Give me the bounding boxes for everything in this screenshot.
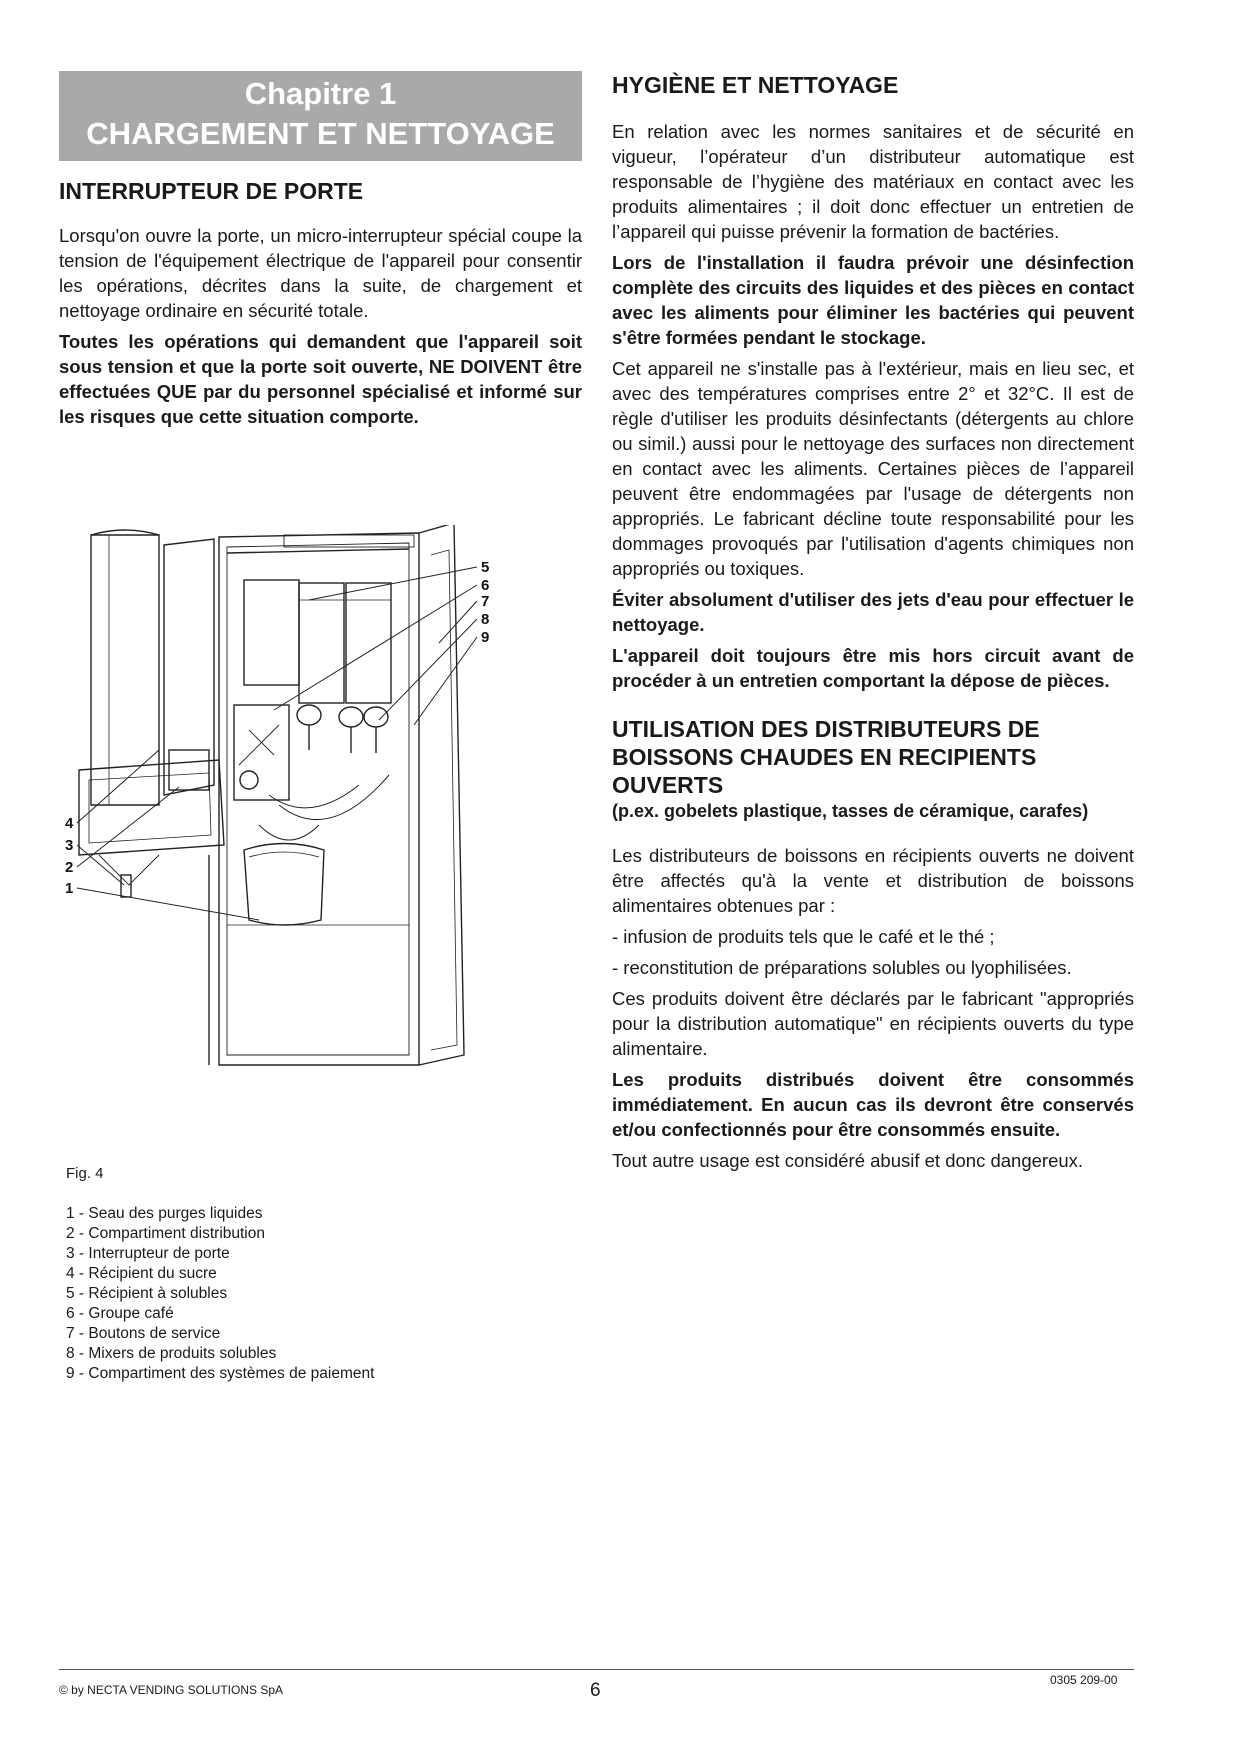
paragraph: Tout autre usage est considéré abusif et donc dangereux. (612, 1150, 1084, 1171)
section-heading-hot-drinks: UTILISATION DES DISTRIBUTEURS DE BOISSONS CHAUDES EN RECIPIENTS OUVERTS (612, 716, 1040, 798)
chapter-title: CHARGEMENT ET NETTOYAGE (86, 116, 555, 151)
paragraph-bold: L'appareil doit toujours être mis hors circuit avant de procéder à un entretien comportant la dépose de pièces. (612, 645, 1134, 691)
paragraph: Ces produits doivent être déclarés par le fabricant "appropriés pour la distribution automatique" en récipients ouverts du type alimentaire. (612, 988, 1134, 1059)
section-heading-door-switch: INTERRUPTEUR DE PORTE (59, 178, 364, 204)
callout-label: 4 (65, 815, 74, 832)
cabinet-outline (219, 533, 419, 1065)
legend-item: 4 - Récipient du sucre (66, 1265, 217, 1282)
chapter-number: Chapitre 1 (244, 76, 397, 111)
paragraph: Lorsqu'on ouvre la porte, un micro-interrupteur spécial coupe la tension de l'équipement électrique de l'appareil pour consentir les opérations, décrites dans la suite, de chargement et nettoyage ordinaire en sécurité totale. (59, 225, 582, 321)
callout-label: 6 (481, 577, 490, 594)
paragraph: Les distributeurs de boissons en récipients ouverts ne doivent être affectés qu'à la vente et distribution de boissons alimentaires obtenues par : (612, 845, 1134, 916)
machine-diagram-figure (59, 525, 574, 1127)
legend-item: 7 - Boutons de service (66, 1325, 221, 1342)
waste-bucket (244, 844, 324, 926)
callout-label: 3 (65, 837, 74, 854)
footer-divider (59, 1669, 1134, 1670)
paragraph-bold: Lors de l'installation il faudra prévoir une désinfection complète des circuits des liquides et des pièces en contact avec les aliments pour éliminer les bactéries qui peuvent s'être formées pendant le stockage. (612, 252, 1134, 348)
paragraph: - infusion de produits tels que le café et le thé ; (612, 926, 995, 947)
right-column (612, 71, 1134, 1179)
figure-caption: Fig. 4 (66, 1165, 104, 1182)
left-column (59, 71, 582, 435)
paragraph: En relation avec les normes sanitaires et de sécurité en vigueur, l’opérateur d’un distributeur automatique est responsable de l’hygiène des matériaux en contact avec les produits alimentaires ; il doit donc effectuer un entretien de l’appareil qui puisse prévenir la formation de bactéries. (612, 121, 1134, 242)
figure-legend (66, 1204, 374, 1384)
paragraph-warning: Toutes les opérations qui demandent que l'appareil soit sous tension et que la porte soit ouverte, NE DOIVENT être effectuées QUE par du personnel spécialisé et informé sur les risques que cette situation comporte. (59, 331, 582, 427)
document-code: 0305 209-00 (1050, 1673, 1118, 1687)
page-number: 6 (590, 1680, 601, 1701)
callout-label: 9 (481, 629, 490, 646)
legend-item: 5 - Récipient à solubles (66, 1285, 228, 1302)
callout-label: 8 (481, 611, 490, 628)
footer-copyright: © by NECTA VENDING SOLUTIONS SpA (59, 1683, 284, 1697)
paragraph-bold: Les produits distribués doivent être consommés immédiatement. En aucun cas ils devront être conservés et/ou confectionnés pour être consommés ensuite. (612, 1069, 1134, 1140)
paragraph-bold: Éviter absolument d'utiliser des jets d'eau pour effectuer le nettoyage. (612, 589, 1134, 635)
legend-item: 6 - Groupe café (66, 1305, 174, 1322)
door-panel (419, 525, 464, 1065)
callout-label: 2 (65, 859, 74, 876)
legend-item: 9 - Compartiment des systèmes de paiement (66, 1365, 375, 1382)
section-subheading: (p.ex. gobelets plastique, tasses de céramique, carafes) (612, 801, 1089, 821)
legend-item: 1 - Seau des purges liquides (66, 1205, 263, 1222)
paragraph: Cet appareil ne s'installe pas à l'extérieur, mais en lieu sec, et avec des températures comprises entre 2° et 32°C. Il est de règle d'utiliser les produits désinfectants (détergents au chlore ou simil.) aussi pour le nettoyage des surfaces non directement en contact avec les aliments. Certaines pièces de l’appareil peuvent être endommagées par l'usage de détergents non appropriés. Le fabricant décline toute responsabilité pour les dommages provoqués par l'utilisation d'agents chimiques non appropriés ou toxiques. (612, 358, 1134, 579)
paragraph: - reconstitution de préparations solubles ou lyophilisées. (612, 957, 1072, 978)
chapter-title-box (59, 71, 582, 161)
callout-label: 7 (481, 593, 490, 610)
legend-item: 3 - Interrupteur de porte (66, 1245, 230, 1262)
section-heading-hygiene: HYGIÈNE ET NETTOYAGE (612, 72, 899, 98)
callout-label: 1 (65, 880, 74, 897)
legend-item: 8 - Mixers de produits solubles (66, 1345, 277, 1362)
legend-item: 2 - Compartiment distribution (66, 1225, 265, 1242)
callout-label: 5 (481, 559, 490, 576)
